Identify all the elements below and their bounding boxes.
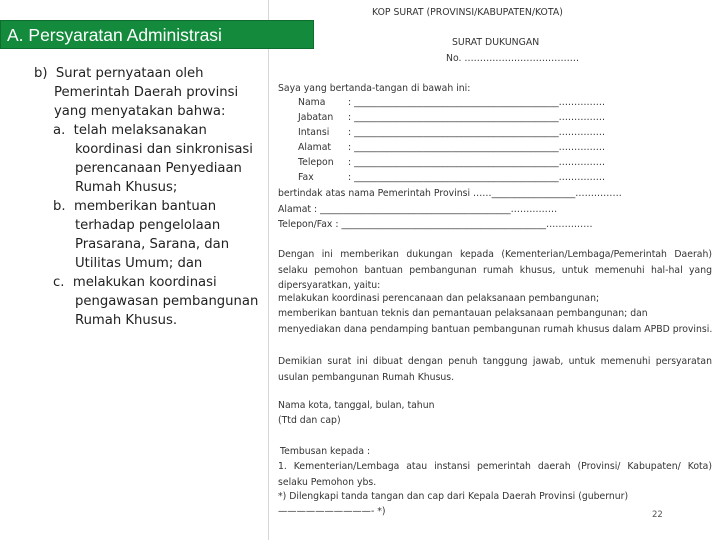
field-telepon bbox=[298, 157, 698, 171]
place-date: Nama kota, tanggal, bulan, tahun bbox=[278, 400, 435, 411]
closing-paragraph: Demikian surat ini dibuat dengan penuh tanggung jawab, untuk memenuhi persyaratan usulan pembangunan Rumah Khusus. bbox=[278, 356, 712, 383]
letter-number: No. ………………………………. bbox=[446, 53, 579, 64]
list-text-c-3: Rumah Khusus. bbox=[75, 313, 178, 328]
field-label: Alamat bbox=[298, 142, 332, 153]
list-label-c: c. bbox=[53, 275, 65, 290]
support-item-3: menyediakan dana pendamping bantuan pembangunan rumah khusus dalam APBD provinsi. bbox=[278, 324, 713, 335]
intro-line: Saya yang bertanda-tangan di bawah ini: bbox=[278, 83, 471, 94]
list-label-b2: b. bbox=[53, 199, 66, 214]
list-text-a-3: perencanaan Penyediaan bbox=[75, 161, 242, 176]
alamat-line: Alamat : _________________________________________…………… bbox=[278, 204, 558, 215]
list-text-a-1: telah melaksanakan bbox=[73, 123, 207, 138]
slide-title: A. Persyaratan Administrasi bbox=[0, 20, 314, 49]
page-divider bbox=[268, 0, 269, 540]
requirements-list bbox=[34, 64, 266, 330]
field-value: : ____________________________________________…………… bbox=[348, 97, 606, 108]
field-value: : ____________________________________________…………… bbox=[348, 157, 606, 168]
list-text-b2-4: Utilitas Umum; dan bbox=[75, 256, 203, 271]
list-text-b2-1: memberikan bantuan bbox=[73, 199, 217, 214]
letter-title: SURAT DUKUNGAN bbox=[452, 37, 540, 48]
field-alamat bbox=[298, 142, 698, 156]
list-text-b-3: yang menyatakan bahwa: bbox=[54, 104, 226, 119]
support-item-2: memberikan bantuan teknis dan pemantauan pelaksanaan pembangunan; dan bbox=[278, 308, 648, 319]
telepon-fax-line: Telepon/Fax : ____________________________________________…………… bbox=[278, 219, 593, 230]
list-text-b2-3: Prasarana, Sarana, dan bbox=[75, 237, 230, 252]
page-number: 22 bbox=[652, 510, 663, 520]
footnote: *) Dilengkapi tanda tangan dan cap dari Kepala Daerah Provinsi (gubernur) bbox=[278, 491, 629, 502]
dukungan-paragraph: Dengan ini memberikan dukungan kepada (Kementerian/Lembaga/Pemerintah Daerah) selaku pemohon bantuan pembangunan rumah khusus, untuk memenuhi hal-hal yang dipersyaratkan, yaitu: bbox=[278, 249, 712, 291]
list-text-c-2: pengawasan pembangunan bbox=[75, 294, 259, 309]
letterhead: KOP SURAT (PROVINSI/KABUPATEN/KOTA) bbox=[372, 7, 563, 18]
field-jabatan bbox=[298, 112, 698, 126]
list-text-b-2: Pemerintah Daerah provinsi bbox=[54, 85, 239, 100]
field-label: Fax bbox=[298, 172, 314, 183]
list-item-b2 bbox=[34, 197, 266, 216]
list-label-a: a. bbox=[53, 123, 66, 138]
list-item-c bbox=[34, 273, 266, 292]
signature-rule: ——————————- *) bbox=[278, 506, 386, 517]
list-item-a bbox=[34, 121, 266, 140]
list-text-a-4: Rumah Khusus; bbox=[75, 180, 178, 195]
field-nama bbox=[298, 97, 698, 111]
list-text-b2-2: terhadap pengelolaan bbox=[75, 218, 221, 233]
field-label: Jabatan bbox=[298, 112, 334, 123]
field-intansi bbox=[298, 127, 698, 141]
list-text-b-1: Surat pernyataan oleh bbox=[55, 66, 204, 81]
field-label: Nama bbox=[298, 97, 326, 108]
field-value: : ____________________________________________…………… bbox=[348, 142, 606, 153]
list-text-a-2: koordinasi dan sinkronisasi bbox=[75, 142, 253, 157]
signature-note: (Ttd dan cap) bbox=[278, 415, 341, 426]
bertindak-line: bertindak atas nama Pemerintah Provinsi ……__________________…………… bbox=[278, 188, 622, 199]
field-label: Telepon bbox=[298, 157, 334, 168]
field-value: : ____________________________________________…………… bbox=[348, 172, 606, 183]
list-label-b: b) bbox=[34, 66, 48, 81]
tembusan-label: Tembusan kepada : bbox=[280, 446, 371, 457]
support-item-1: melakukan koordinasi perencanaan dan pelaksanaan pembangunan; bbox=[278, 293, 600, 304]
list-item-b bbox=[34, 64, 266, 83]
list-text-c-1: melakukan koordinasi bbox=[72, 275, 217, 290]
field-value: : ____________________________________________…………… bbox=[348, 112, 606, 123]
field-value: : ____________________________________________…………… bbox=[348, 127, 606, 138]
field-fax bbox=[298, 172, 698, 186]
tembusan-item-1: 1. Kementerian/Lembaga atau instansi pemerintah daerah (Provinsi/ Kabupaten/ Kota) selaku Pemohon ybs. bbox=[278, 461, 712, 488]
field-label: Intansi bbox=[298, 127, 330, 138]
